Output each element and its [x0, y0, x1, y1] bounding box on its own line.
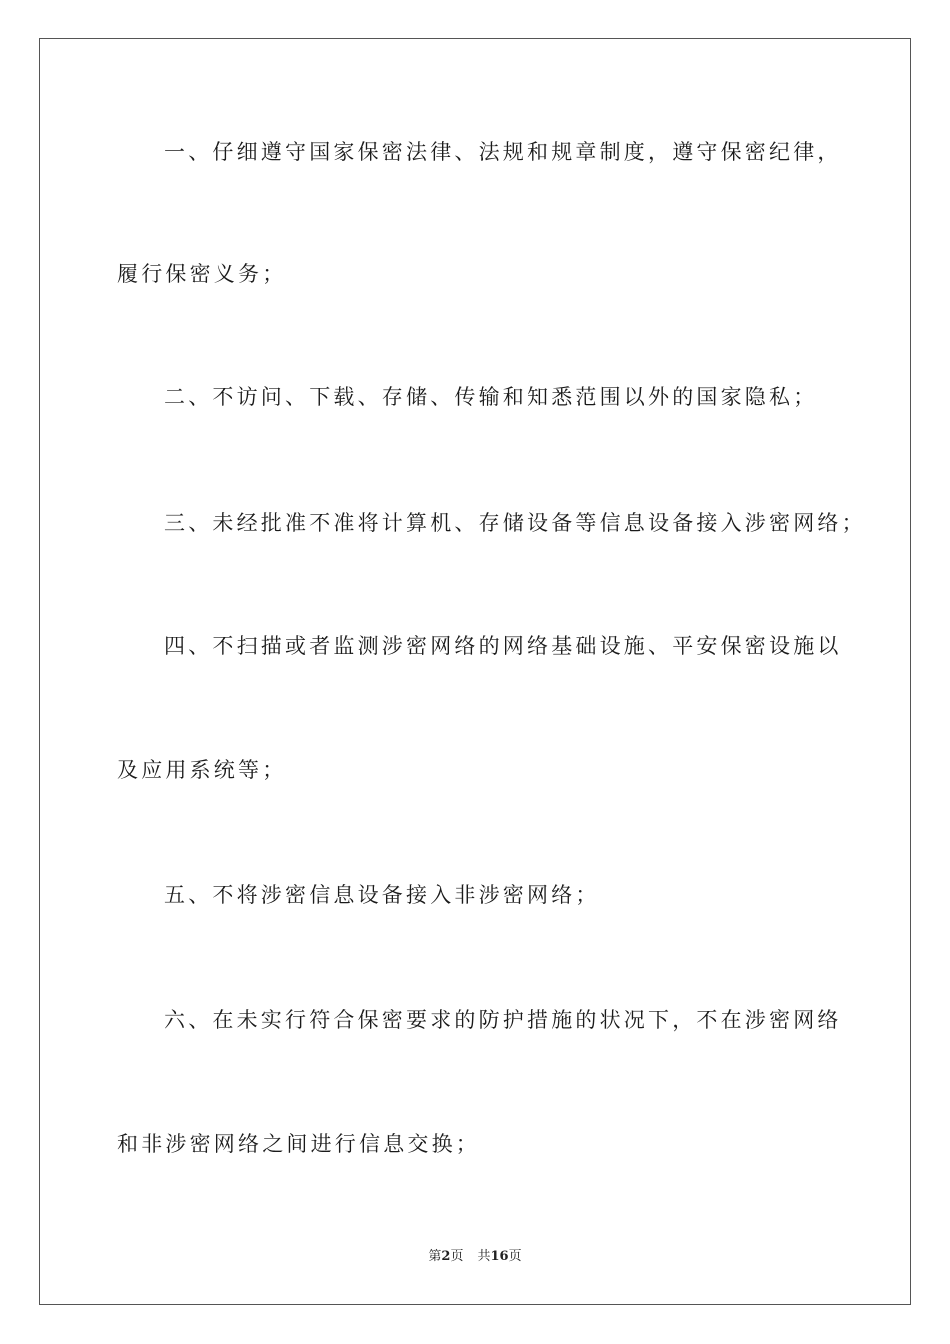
footer-total-prefix: 共 [477, 1249, 491, 1264]
footer-page-number: 2 [441, 1249, 451, 1264]
footer-total-pages: 16 [490, 1249, 509, 1264]
paragraph-line-3: 二、不访问、下载、存储、传输和知悉范围以外的国家隐私； [164, 385, 818, 409]
paragraph-line-9: 和非涉密网络之间进行信息交换； [117, 1132, 480, 1156]
footer-total-suffix: 页 [508, 1249, 522, 1264]
paragraph-line-5: 四、不扫描或者监测涉密网络的网络基础设施、平安保密设施以 [164, 634, 842, 658]
paragraph-line-6: 及应用系统等； [117, 758, 287, 782]
footer-page-suffix: 页 [450, 1249, 464, 1264]
paragraph-line-4: 三、未经批准不准将计算机、存储设备等信息设备接入涉密网络； [164, 511, 866, 535]
paragraph-line-1: 一、仔细遵守国家保密法律、法规和规章制度，遵守保密纪律， [164, 140, 842, 164]
paragraph-line-8: 六、在未实行符合保密要求的防护措施的状况下，不在涉密网络 [164, 1008, 842, 1032]
page-frame [39, 38, 911, 1305]
paragraph-line-2: 履行保密义务； [117, 262, 287, 286]
paragraph-line-7: 五、不将涉密信息设备接入非涉密网络； [164, 883, 600, 907]
footer-page-prefix: 第 [428, 1249, 442, 1264]
page-footer [0, 1250, 950, 1263]
